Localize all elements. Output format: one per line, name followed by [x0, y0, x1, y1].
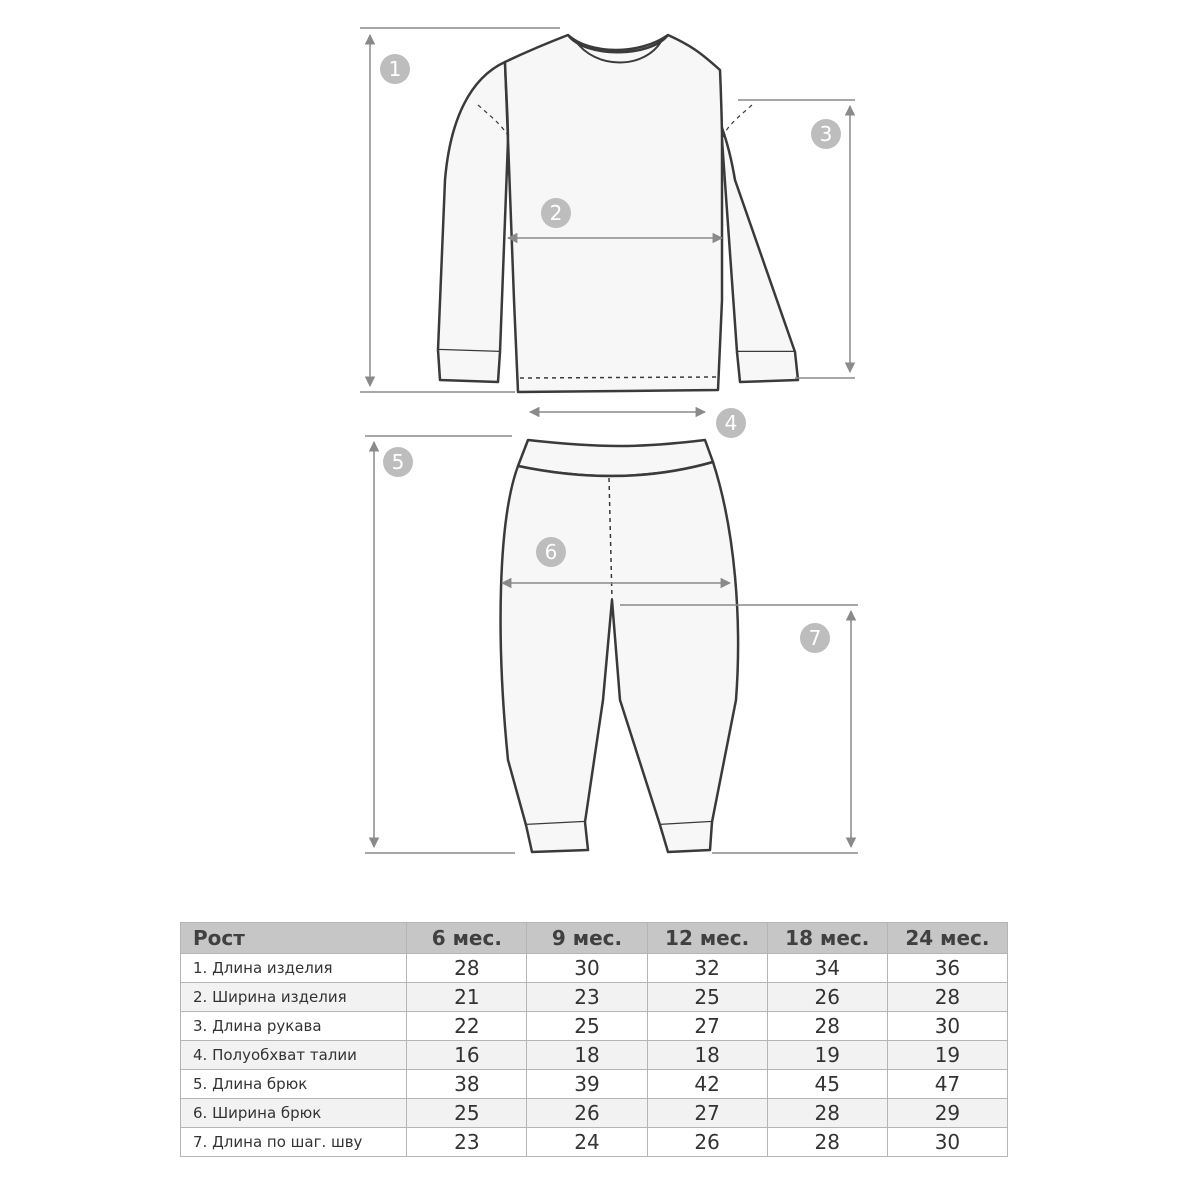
- header-height: Рост: [181, 923, 407, 954]
- cell-value: 47: [887, 1070, 1007, 1099]
- cell-value: 29: [887, 1099, 1007, 1128]
- table-row: [181, 1070, 1008, 1099]
- badge-4: [716, 408, 746, 438]
- svg-text:7: 7: [808, 626, 822, 650]
- row-label: 1. Длина изделия: [181, 954, 407, 983]
- svg-text:6: 6: [544, 540, 558, 564]
- cell-value: 16: [407, 1041, 527, 1070]
- cell-value: 27: [647, 1012, 767, 1041]
- cell-value: 18: [527, 1041, 647, 1070]
- cell-value: 30: [887, 1012, 1007, 1041]
- table-row: [181, 954, 1008, 983]
- cell-value: 25: [647, 983, 767, 1012]
- cell-value: 25: [407, 1099, 527, 1128]
- cell-value: 28: [767, 1099, 887, 1128]
- table-header-row: [181, 923, 1008, 954]
- row-label: 2. Ширина изделия: [181, 983, 407, 1012]
- cell-value: 30: [527, 954, 647, 983]
- badge-1: [380, 54, 410, 84]
- table-row: [181, 983, 1008, 1012]
- cell-value: 32: [647, 954, 767, 983]
- badge-2: [541, 198, 571, 228]
- cell-value: 22: [407, 1012, 527, 1041]
- svg-text:3: 3: [819, 122, 833, 146]
- svg-text:2: 2: [549, 201, 563, 225]
- cell-value: 27: [647, 1099, 767, 1128]
- cell-value: 39: [527, 1070, 647, 1099]
- cell-value: 19: [887, 1041, 1007, 1070]
- cell-value: 26: [647, 1128, 767, 1157]
- row-label: 6. Ширина брюк: [181, 1099, 407, 1128]
- table-row: [181, 1128, 1008, 1157]
- row-label: 7. Длина по шаг. шву: [181, 1128, 407, 1157]
- cell-value: 28: [767, 1012, 887, 1041]
- cell-value: 18: [647, 1041, 767, 1070]
- cell-value: 23: [407, 1128, 527, 1157]
- table-row: [181, 1041, 1008, 1070]
- cell-value: 23: [527, 983, 647, 1012]
- cell-value: 21: [407, 983, 527, 1012]
- cell-value: 42: [647, 1070, 767, 1099]
- cell-value: 25: [527, 1012, 647, 1041]
- cell-value: 26: [527, 1099, 647, 1128]
- header-9m: 9 мес.: [527, 923, 647, 954]
- badge-6: [536, 537, 566, 567]
- sweatshirt-drawing: [438, 35, 798, 392]
- cell-value: 28: [887, 983, 1007, 1012]
- row-label: 5. Длина брюк: [181, 1070, 407, 1099]
- row-label: 3. Длина рукава: [181, 1012, 407, 1041]
- cell-value: 30: [887, 1128, 1007, 1157]
- row-label: 4. Полуобхват талии: [181, 1041, 407, 1070]
- badge-3: [811, 119, 841, 149]
- svg-text:5: 5: [391, 450, 405, 474]
- cell-value: 45: [767, 1070, 887, 1099]
- header-24m: 24 мес.: [887, 923, 1007, 954]
- cell-value: 28: [767, 1128, 887, 1157]
- pants-drawing: [501, 440, 738, 852]
- cell-value: 28: [407, 954, 527, 983]
- header-6m: 6 мес.: [407, 923, 527, 954]
- size-table: [180, 922, 1008, 1157]
- svg-text:1: 1: [388, 57, 402, 81]
- cell-value: 36: [887, 954, 1007, 983]
- badge-7: [800, 623, 830, 653]
- cell-value: 19: [767, 1041, 887, 1070]
- cell-value: 34: [767, 954, 887, 983]
- badge-5: [383, 447, 413, 477]
- svg-text:4: 4: [724, 411, 738, 435]
- cell-value: 24: [527, 1128, 647, 1157]
- cell-value: 38: [407, 1070, 527, 1099]
- cell-value: 26: [767, 983, 887, 1012]
- table-row: [181, 1099, 1008, 1128]
- table-row: [181, 1012, 1008, 1041]
- header-12m: 12 мес.: [647, 923, 767, 954]
- header-18m: 18 мес.: [767, 923, 887, 954]
